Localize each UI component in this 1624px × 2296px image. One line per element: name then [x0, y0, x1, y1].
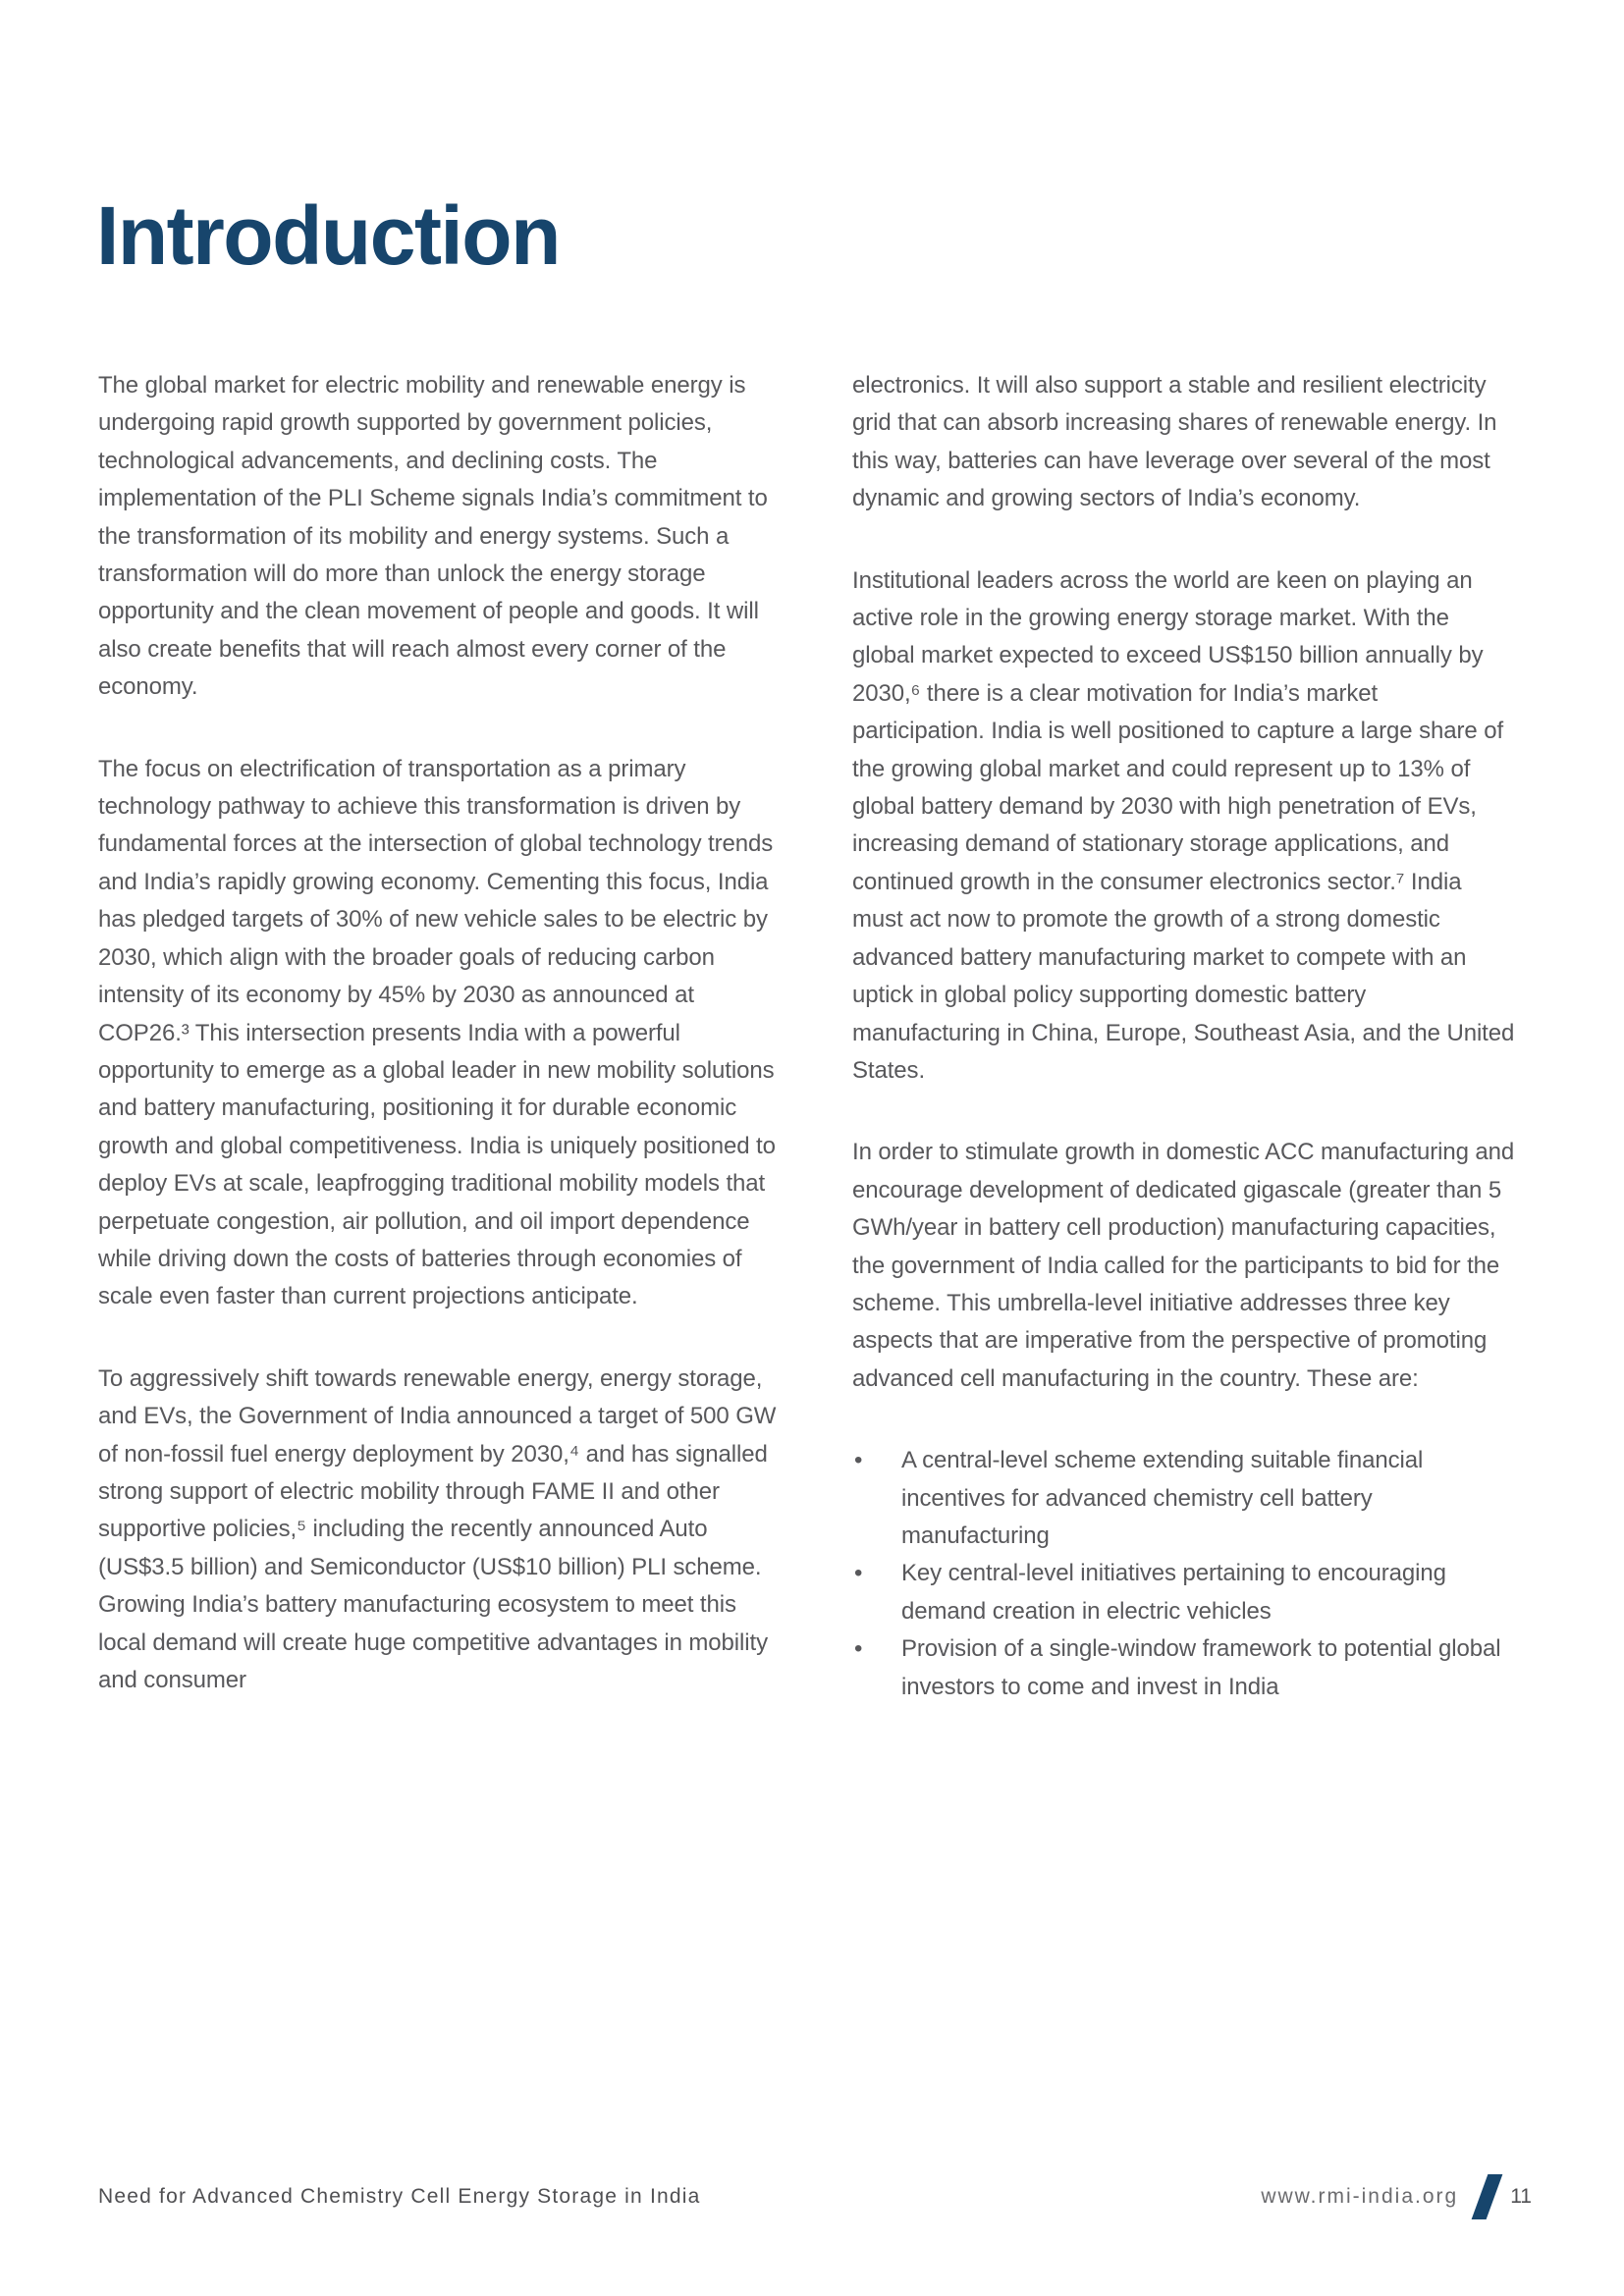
footer-website-url: www.rmi-india.org [1261, 2185, 1459, 2208]
paragraph: The global market for electric mobility and renewable energy is undergoing rapid growth supported by government policies, technological advancements, and declining costs. The implementation of the PLI Scheme signals India’s commitment to the transformation of its mobility and energy systems. Such a transformation will do more than unlock the energy storage opportunity and the clean movement of people and goods. It will also create benefits that will reach almost every corner of the economy. [98, 372, 768, 701]
list-item-text: A central-level scheme extending suitable financial incentives for advanced chemistry cell battery manufacturing [901, 1447, 1424, 1549]
list-item-text: Key central-level initiatives pertaining to encouraging demand creation in electric vehicles [901, 1560, 1446, 1625]
left-column [98, 367, 780, 1699]
page-title: Introduction [96, 189, 560, 283]
paragraph: In order to stimulate growth in domestic ACC manufacturing and encourage development of dedicated gigascale (greater than 5 GWh/year in battery cell production) manufacturing capacities, the government of India called for the participants to bid for the scheme. This umbrella-level initiative addresses three key aspects that are imperative from the perspective of promoting advanced cell manufacturing in the country. These are: [852, 1139, 1515, 1392]
bullet-list [852, 1442, 1516, 1706]
list-item [852, 1555, 1516, 1630]
footer-right-group [1261, 2174, 1532, 2219]
paragraph: The focus on electrification of transportation as a primary technology pathway to achieve this transformation is driven by fundamental forces at the intersection of global technology trends and India’s rapidly growing economy. Cementing this focus, India has pledged targets of 30% of new vehicle sales to be electric by 2030, which align with the broader goals of reducing carbon intensity of its economy by 45% by 2030 as announced at COP26.³ This intersection presents India with a powerful opportunity to emerge as a global leader in new mobility solutions and battery manufacturing, positioning it for durable economic growth and global competitiveness. India is uniquely positioned to deploy EVs at scale, leapfrogging traditional mobility models that perpetuate congestion, air pollution, and oil import dependence while driving down the costs of batteries through economies of scale even faster than current projections anticipate. [98, 755, 776, 1310]
bullet-icon: • [854, 1447, 863, 1474]
rmi-slash-icon [1472, 2174, 1503, 2219]
right-column [852, 367, 1516, 1706]
paragraph: electronics. It will also support a stable and resilient electricity grid that can absorb increasing shares of renewable energy. In this way, batteries can have leverage over several of the most dynamic and growing sectors of India’s economy. [852, 372, 1497, 512]
bullet-icon: • [854, 1635, 863, 1663]
paragraph: To aggressively shift towards renewable energy, energy storage, and EVs, the Government of India announced a target of 500 GW of non-fossil fuel energy deployment by 2030,⁴ and has signalled strong support of electric mobility through FAME II and other supportive policies,⁵ including the recently announced Auto (US$3.5 billion) and Semiconductor (US$10 billion) PLI scheme. Growing India’s battery manufacturing ecosystem to meet this local demand will create huge competitive advantages in mobility and consumer [98, 1364, 777, 1693]
page-number: 11 [1510, 2185, 1532, 2208]
bullet-icon: • [854, 1560, 863, 1587]
paragraph: Institutional leaders across the world are keen on playing an active role in the growing energy storage market. With the global market expected to exceed US$150 billion annually by 2030,⁶ there is a clear motivation for India’s market participation. India is well positioned to capture a large share of the growing global market and could represent up to 13% of global battery demand by 2030 with high penetration of EVs, increasing demand of stationary storage applications, and continued growth in the consumer electronics sector.⁷ India must act now to promote the growth of a strong domestic advanced battery manufacturing market to compete with an uptick in global policy supporting domestic battery manufacturing in China, Europe, Southeast Asia, and the United States. [852, 566, 1515, 1084]
list-item-text: Provision of a single-window framework to potential global investors to come and invest in India [901, 1635, 1501, 1700]
list-item [852, 1630, 1516, 1706]
footer-report-title: Need for Advanced Chemistry Cell Energy Storage in India [98, 2185, 701, 2208]
page-footer [98, 2171, 1532, 2222]
list-item [852, 1442, 1516, 1555]
